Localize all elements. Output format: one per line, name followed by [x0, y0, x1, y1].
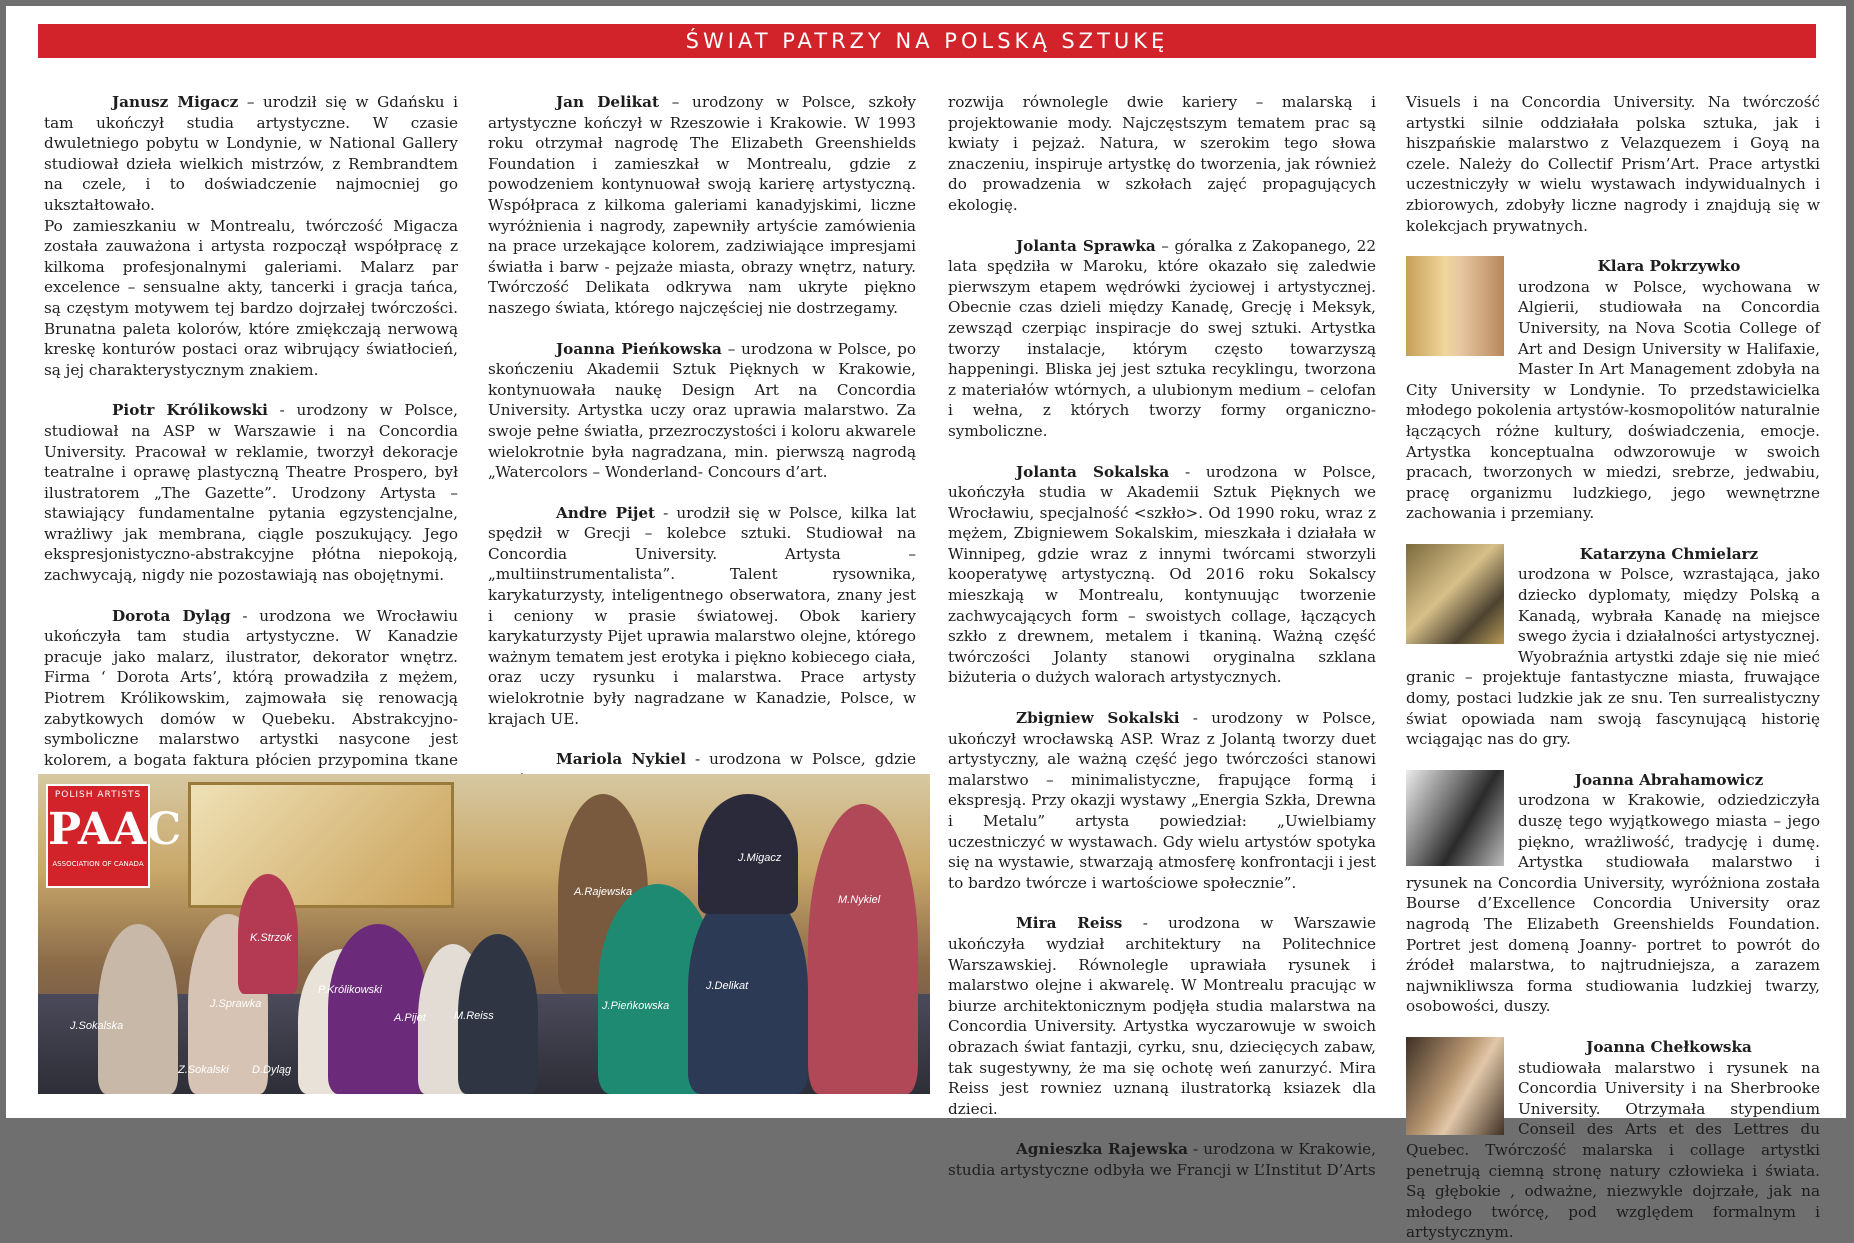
artist-name: Zbigniew Sokalski	[1016, 709, 1180, 728]
artist-portrait-image	[1406, 1037, 1504, 1135]
artist-bio: Agnieszka Rajewska - urodzona w Krakowie, studia artystyczne odbyła we Francji w L’Institut D’Arts	[948, 1140, 1376, 1179]
artist-name: Janusz Migacz	[112, 93, 239, 111]
artist-bio: Mariola Nykiel - urodzona w Polsce, gdzie	[556, 750, 916, 769]
group-photo	[38, 774, 930, 1094]
artist-name: Joanna Pieńkowska	[556, 339, 722, 358]
artist-name: Jan Delikat	[556, 93, 660, 111]
name-tag: J.Sokalska	[70, 1020, 124, 1032]
paragraph: Po zamieszkaniu w Montrealu, twórczość Migacza została zauważona i artysta rozpoczął współpracę z kilkoma profesjonalnymi galeriami. Malarz par excelence – sensualne akty, tancerki i gracja tańca, są częstym motywem tej bardzo dojrzałej twórczości. Brunatna paleta kolorów, które zmiękczają nerwową kreskę konturów postaci oraz wibrujący światłocień, są jej charakterystycznym znakiem.	[44, 216, 458, 379]
name-tag: K.Strzok	[250, 932, 292, 944]
artist-profile	[1406, 770, 1820, 1017]
artist-profile	[1406, 544, 1820, 750]
artist-bio: Dorota Dyląg - urodzona we Wrocławiu ukończyła tam studia artystyczne. W Kanadzie pracuje jako malarz, ilustrator, dekorator wnętrz. Firma ‘ Dorota Arts’, którą prowadziła z mężem, Piotrem Królikowskim, zajmowała się renowacją zabytkowych domów w Quebeku. Abstrakcyjno-symboliczne malarstwo artystki nasycone jest kolorem, a bogata faktura płócien przypomina tkane	[44, 606, 458, 769]
artist-name: Joanna Chełkowska	[1586, 1037, 1752, 1056]
artist-name: Joanna Abrahamowicz	[1574, 770, 1764, 789]
artist-portrait-image	[1406, 544, 1504, 644]
artist-bio: Jolanta Sokalska - urodzona w Polsce, ukończyła studia w Akademii Sztuk Pięknych we Wrocławiu, specjalność <szkło>. Od 1990 roku, wraz z mężem, Zbigniewem Sokalskim, mieszkała i działała w Winnipeg, gdzie wraz z innymi twórcami stworzyli kooperatywę artystyczną. Od 2016 roku Sokalscy mieszkają w Montrealu, kontynuując tworzenie zachwycających form – swoistych collage, łączących szkło z drewnem, metalem i tkaniną. Ważną część twórczości Jolanty stanowi oryginalna szklana biżuteria o dużych walorach artystycznych.	[948, 462, 1376, 687]
name-tag: P.Królikowski	[318, 984, 382, 996]
paragraph: Visuels i na Concordia University. Na twórczość artystki silnie oddziałała polska sztuka, jak i hiszpańskie malarstwo z Velazquezem i Goyą na czele. Należy do Collectif Prism’Art. Prace artystki uczestniczyły w wielu wystawach indywidualnych i zbiorowych, zdobyły liczne nagrody i znajdują się w kolekcjach prywatnych.	[1406, 93, 1820, 235]
name-tag: A.Rajewska	[574, 886, 633, 898]
person-figure	[808, 804, 918, 1094]
paragraph: rozwija równolegle dwie kariery – malarską i projektowanie mody. Najczęstszym tematem prac są kwiaty i pejzaż. Natura, w szerokim tego słowa znaczeniu, inspiruje artystkę do tworzenia, jak również do prowadzenia w szkołach zajęć propagujących ekologię.	[948, 93, 1376, 214]
article-column-4	[1406, 92, 1820, 1243]
artist-name: Piotr Królikowski	[112, 401, 268, 420]
name-tag: M.Nykiel	[838, 894, 881, 906]
artist-bio-text: urodzona w Polsce, wychowana w Algierii, studiowała na Concordia University, na Nova Scotia College of Art and Design University w Halifaxie, Master In Art Management zdobyła na City University w Londynie. To przedstawicielka młodego pokolenia artystów-kosmopolitów naturalnie łączących różne kultury, doświadczenia, emocje. Artystka konceptualna odwzorowuje w swoich pracach, tworzonych w miedzi, srebrze, jedwabiu, pracę organizmu ludzkiego, jego wewnętrzne zachowania i przemiany.	[1406, 277, 1820, 523]
artist-name: Katarzyna Chmielarz	[1579, 544, 1759, 563]
artist-bio-text: studiowała malarstwo i rysunek na Concordia University i na Sherbrooke University. Otrzymała stypendium Conseil des Arts et des Lettres du Quebec. Twórczość malarska i collage artystki penetrują ciemną stronę natury człowieka i świata. Są głębokie , odważne, niezwykle dojrzałe, jak na młodego twórcę, pod względem formalnym i artystycznym.	[1406, 1058, 1820, 1242]
page	[6, 6, 1846, 1242]
artist-bio: Zbigniew Sokalski - urodzony w Polsce, ukończył wrocławską ASP. Wraz z Jolantą tworzy duet artystyczny, ale ważną część jego twórczości stanowi malarstwo – minimalistyczne, frapujące formą i ekspresją. Przy okazji wystawy „Energia Szkła, Drewna i Metalu” artysta powiedział: „Uwielbiamy uczestniczyć w wystawach. Gdy wielu artystów spotyka się na wystawie, stwarzają atmosferę konfrontacji i jest to bardzo twórcze i wartościowe społecznie”.	[948, 709, 1377, 892]
artist-name: Dorota Dyląg	[112, 606, 231, 625]
artist-bio: Piotr Królikowski - urodzony w Polsce, studiował na ASP w Warszawie i na Concordia University. Pracował w reklamie, tworzył dekoracje teatralne i oprawę plastyczną Theatre Prospero, był ilustratorem „The Gazette”. Urodzony Artysta – stawiający fundamentalne pytania egzystencjalne, wrażliwy jak membrana, ciągle poszukujący. Jego ekspresjonistyczno-abstrakcyjne płótna niepokoją, zachwycają, nigdy nie pozostawiają nas obojętnymi.	[44, 401, 458, 585]
name-tag: J.Migacz	[738, 852, 782, 864]
article-column-3	[948, 92, 1376, 1181]
name-tag: J.Pieńkowska	[602, 1000, 670, 1012]
artist-name: Jolanta Sokalska	[1016, 462, 1170, 481]
artist-bio: Andre Pijet - urodził się w Polsce, kilka lat spędził w Grecji – kolebce sztuki. Studiował na Concordia University. Artysta – „multiinstrumentalista”. Talent rysownika, karykaturzysty, inteligentnego obserwatora, znany jest i ceniony w prasie światowej. Obok kariery karykaturzysty Pijet uprawia malarstwo olejne, którego ważnym tematem jest erotyka i piękno kobiecego ciała, oraz uczy rysunku i malarstwa. Prace artysty wielokrotnie były nagradzane w Kanadzie, Polsce, w krajach UE.	[488, 503, 917, 728]
page-title: ŚWIAT PATRZY NA POLSKĄ SZTUKĘ	[38, 24, 1816, 58]
artist-bio: Mira Reiss - urodzona w Warszawie ukończyła wydział architektury na Politechnice Warszawskiej. Równolegle uprawiała rysunek i malarstwo olejne i akwarelę. W Montrealu pracując w biurze architektonicznym podjęła studia malarstwa na Concordia University. Artystka wyczarowuje w swoich obrazach świat fantazji, cyrku, snu, dziecięcych zabaw, tak sugestywny, że ma się ochotę weń zanurzyć. Mira Reiss jest rowniez uznaną ilustratorką ksiazek dla dzieci.	[948, 914, 1376, 1118]
artist-name: Klara Pokrzywko	[1597, 257, 1741, 276]
artist-profile	[1406, 256, 1820, 524]
name-tag: J.Delikat	[706, 980, 749, 992]
artist-bio: Janusz Migacz – urodził się w Gdańsku i tam ukończył studia artystyczne. W czasie dwuletniego pobytu w Londynie, w National Gallery studiował dzieła wielkich mistrzów, z Rembrandtem na czele, i to doświadczenie najmocniej go ukształtowało.	[44, 93, 458, 214]
name-tag: M.Reiss	[454, 1010, 494, 1022]
artist-name: Mariola Nykiel	[556, 750, 687, 769]
name-tag: A.Pijet	[394, 1012, 426, 1024]
artist-bio-text: urodzona w Polsce, wzrastająca, jako dziecko dyplomaty, między Polską a Kanadą, wybrała Kanadę na miejsce swego życia i działalności artystycznej. Wyobraźnia artystki zdaje się nie mieć granic – projektuje fantastyczne miasta, fruwające domy, postaci ludzkie jak ze snu. Ten surrealistyczny świat opowiada nam swoją fascynującą historię wciągając nas do gry.	[1406, 565, 1820, 749]
article-column-2	[488, 92, 916, 832]
name-tag: J.Sprawka	[210, 998, 262, 1010]
artist-bio: Jan Delikat – urodzony w Polsce, szkoły artystyczne kończył w Rzeszowie i Krakowie. W 1993 roku otrzymał nagrodę The Elizabeth Greenshields Foundation i zamieszkał w Montrealu, gdzie z powodzeniem kontynuował swoją karierę artystyczną. Współpraca z kilkoma galeriami kanadyjskimi, liczne wyróżnienia i nagrody, zapewniły artyście zamówienia na prace urzekające kolorem, zadziwiające impresjami światła i barw - pejzaże miasta, obrazy wnętrz, natury. Twórczość Delikata odkrywa nam ukryte piękno naszego świata, którego najczęściej nie dostrzegamy.	[488, 93, 917, 317]
person-figure	[98, 924, 178, 1094]
artist-portrait-image	[1406, 256, 1504, 356]
name-tag: D.Dyląg	[252, 1064, 292, 1076]
artist-bio-text: urodzona w Krakowie, odziedziczyła duszę tego wyjątkowego miasta – jego piękno, wrażliwość, tradycję i dumę. Artystka studiowała malarstwo i rysunek na Concordia University, wyróżniona została Bourse d’Excellence Concordia University oraz nagrodą The Elizabeth Greenshields Foundation. Portret jest domeną Joanny- portret to powrót do źródeł malarstwa, to najtrudniejsza, a zarazem najwnikliwsza forma studiowania ludzkiej twarzy, osobowości, duszy.	[1406, 791, 1820, 1016]
artist-name: Agnieszka Rajewska	[1016, 1140, 1188, 1159]
artist-profile	[1406, 1037, 1820, 1243]
person-figure	[328, 924, 428, 1094]
article-column-1	[44, 92, 458, 791]
name-tag: Z.Sokalski	[178, 1064, 229, 1076]
artist-name: Mira Reiss	[1016, 914, 1123, 933]
artist-name: Jolanta Sprawka	[1016, 236, 1156, 255]
artist-bio: Joanna Pieńkowska – urodzona w Polsce, po skończeniu Akademii Sztuk Pięknych w Krakowie, kontynuowała naukę Design Art na Concordia University. Artystka uczy oraz uprawia malarstwo. Za swoje pełne światła, przezroczystości i koloru akwarele wielokrotnie była nagradzana, min. pierwszą nagrodą „Watercolors – Wonderland- Concours d’art.	[488, 339, 916, 482]
artist-name: Andre Pijet	[556, 503, 656, 522]
paac-logo: POLISH ARTISTS PAAC ASSOCIATION OF CANADA	[46, 784, 150, 888]
artist-bio: Jolanta Sprawka – góralka z Zakopanego, 22 lata spędziła w Maroku, które okazało się zaledwie pierwszym etapem wędrówki życiowej i artystycznej. Obecnie czas dzieli między Kanadę, Grecję i Meksyk, zewsząd czerpiąc inspiracje do swej sztuki. Artystka tworzy instalacje, którym często towarzyszą happeningi. Bliska jej jest sztuka recyklingu, tworzona z materiałów wtórnych, a ulubionym medium – celofan i wełna, z których tworzy formy organiczno-symboliczne.	[948, 236, 1376, 440]
painting-on-wall	[188, 782, 454, 908]
artist-portrait-image	[1406, 770, 1504, 866]
